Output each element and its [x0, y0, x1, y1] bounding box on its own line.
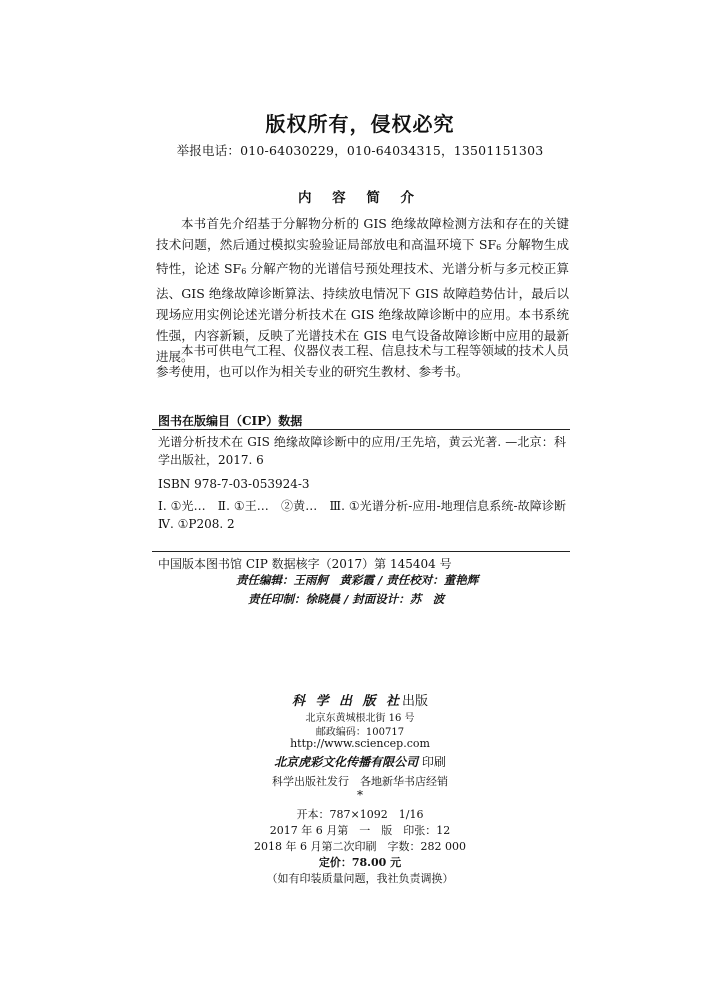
publisher-postcode: 邮政编码：100717 [315, 727, 405, 738]
printer-name: 北京虎彩文化传播有限公司 [274, 755, 419, 769]
staff-printing: 责任印制：徐晓晨 / 封面设计：苏 波 [248, 592, 445, 606]
cip-isbn: ISBN 978-7-03-053924-3 [158, 477, 310, 491]
publisher-url: http://www.sciencep.com [290, 737, 430, 750]
cip-record: 中国版本图书馆 CIP 数据核字（2017）第 145404 号 [158, 557, 452, 571]
copyright-title: 版权所有，侵权必究 [265, 112, 455, 136]
cip-entry: 光谱分析技术在 GIS 绝缘故障诊断中的应用/王先培，黄云光著. —北京：科学出版社，2017. 6 [158, 435, 566, 467]
book-price: 定价：78.00 元 [318, 856, 402, 869]
intro-heading: 内 容 简 介 [297, 190, 423, 206]
publisher-name [0, 690, 720, 709]
publisher-suffix: 出版 [402, 694, 429, 709]
divider [152, 429, 570, 430]
quality-notice: （如有印装质量问题，我社负责调换） [266, 872, 454, 885]
printer-line [0, 753, 720, 770]
intro-text-c: 分解产物的光谱信号预处理技术、光谱分析与多元校正算法、GIS 绝缘故障诊断算法、持续放电情况下 GIS 故障趋势估计，最后以现场应用实例论述光谱分析技术在 GIS 绝缘故障诊断中的应用。本书系统性强，内容新颖，反映了光谱技术在 GIS 电气设备故障诊断中应用的最新进展。 [156, 261, 569, 365]
cip-block [152, 412, 579, 571]
intro-text-a: 本书首先介绍基于分解物分析的 GIS 绝缘故障检测方法和存在的关键技术问题，然后通过模拟实验验证局部放电和高温环境下 SF [156, 216, 569, 253]
staff-editors: 责任编辑：王雨舸 黄彩霞 / 责任校对：董艳辉 [236, 573, 479, 587]
report-phone: 举报电话：010-64030229，010-64034315，13501151303 [176, 143, 544, 158]
book-format: 开本：787×1092 1/16 [296, 808, 424, 821]
book-printing: 2018 年 6 月第二次印刷 字数：282 000 [254, 840, 466, 853]
intro-text-b: 分解物生成特性，论述 SF [156, 237, 569, 277]
divider [152, 551, 570, 552]
book-edition: 2017 年 6 月第 一 版 印张：12 [269, 824, 451, 837]
separator-star: * [357, 788, 363, 802]
subscript-6: 6 [496, 243, 502, 253]
printer-suffix: 印刷 [418, 755, 446, 769]
cip-classification: Ⅰ. ①光… Ⅱ. ①王… ②黄… Ⅲ. ①光谱分析-应用-地理信息系统-故障诊断 Ⅳ. ①P208. 2 [158, 499, 579, 531]
subscript-6: 6 [241, 267, 247, 277]
publisher-address: 北京东黄城根北街 16 号 [305, 713, 415, 724]
cip-heading: 图书在版编目（CIP）数据 [158, 414, 303, 428]
distribution: 科学出版社发行 各地新华书店经销 [272, 775, 448, 788]
publisher-logo-text: 科 学 出 版 社 [291, 694, 403, 709]
intro-paragraph-2: 本书可供电气工程、仪器仪表工程、信息技术与工程等领域的技术人员参考使用，也可以作为相关专业的研究生教材、参考书。 [156, 343, 569, 380]
